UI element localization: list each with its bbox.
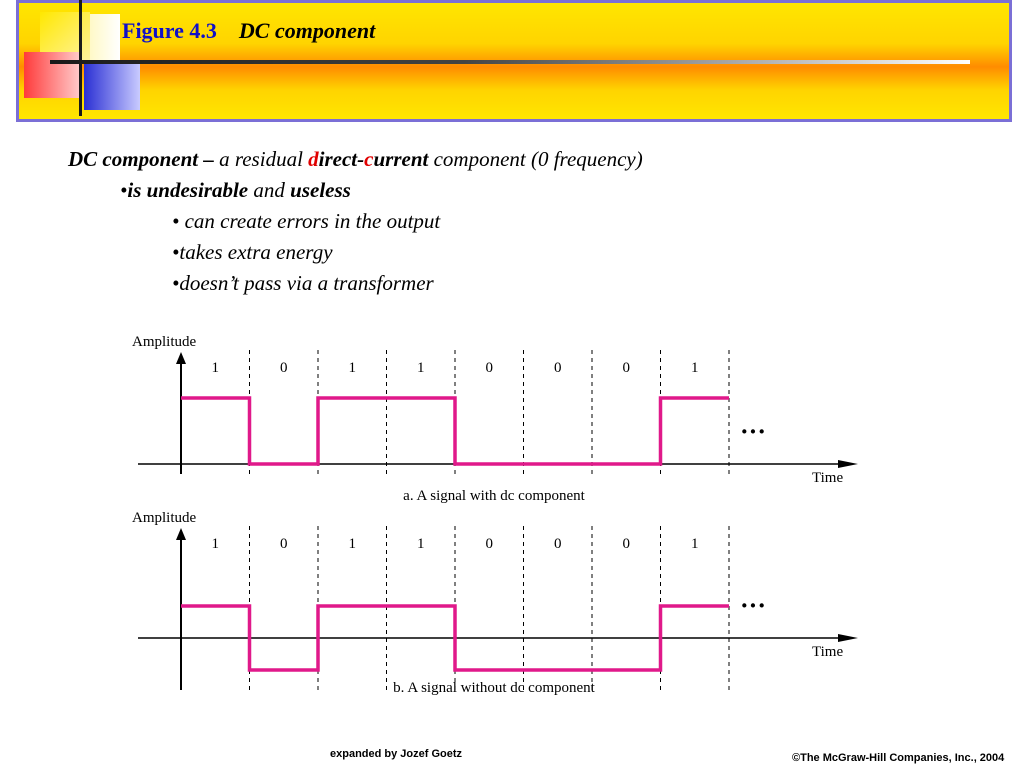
body-text xyxy=(68,144,643,299)
footer-copyright: ©The McGraw-Hill Companies, Inc., 2004 xyxy=(792,752,1005,764)
decor-square-white xyxy=(86,14,120,60)
bit-label: 0 xyxy=(622,536,630,552)
bullet-transformer xyxy=(172,268,643,299)
plot-caption: b. A signal without dc component xyxy=(393,680,595,696)
x-axis-label: Time xyxy=(812,644,844,660)
definition-d: d xyxy=(308,147,319,171)
figure-title: DC component xyxy=(238,18,376,43)
bullet-mark: • xyxy=(172,209,180,233)
definition-line xyxy=(68,144,643,175)
decor-vertical-line xyxy=(79,0,82,116)
footer-author: expanded by Jozef Goetz xyxy=(330,748,463,760)
x-axis-arrow xyxy=(838,634,858,642)
plot-a-with-dc xyxy=(132,334,858,504)
definition-urrent: urrent xyxy=(373,147,429,171)
bit-label: 0 xyxy=(280,536,288,552)
bit-label: 1 xyxy=(691,536,699,552)
bit-label: 1 xyxy=(417,536,425,552)
definition-irect: irect- xyxy=(318,147,365,171)
definition-term: DC component xyxy=(68,147,199,171)
bit-label: 1 xyxy=(211,536,219,552)
signal-diagrams xyxy=(120,322,880,706)
plot-b-without-dc xyxy=(132,510,858,696)
bullet-errors-text: can create errors in the output xyxy=(179,209,441,233)
bullet-transformer-text: doesn’t pass via a transformer xyxy=(179,271,434,295)
continuation-dots: ··· xyxy=(740,591,767,620)
x-axis-arrow xyxy=(838,460,858,468)
bit-label: 1 xyxy=(417,360,425,376)
bit-label: 0 xyxy=(554,360,562,376)
y-axis-label: Amplitude xyxy=(132,510,197,526)
continuation-dots: ··· xyxy=(740,417,767,446)
decor-square-blue xyxy=(84,62,140,110)
bullet-mark: • xyxy=(172,271,180,295)
y-axis-arrow xyxy=(176,352,186,364)
bit-label: 1 xyxy=(691,360,699,376)
definition-part-a: a residual xyxy=(219,147,309,171)
y-axis-arrow xyxy=(176,528,186,540)
x-axis-label: Time xyxy=(812,470,844,486)
slide-title xyxy=(122,18,375,44)
bit-label: 0 xyxy=(485,360,493,376)
definition-dash: – xyxy=(198,147,220,171)
bit-label: 0 xyxy=(554,536,562,552)
bit-label: 1 xyxy=(348,360,356,376)
y-axis-label: Amplitude xyxy=(132,334,197,350)
decor-square-pink xyxy=(24,52,82,98)
plot-caption: a. A signal with dc component xyxy=(403,488,585,504)
definition-c: c xyxy=(364,147,374,171)
bit-label: 1 xyxy=(348,536,356,552)
definition-part-b: component (0 frequency) xyxy=(428,147,643,171)
bullet-errors xyxy=(172,206,643,237)
bit-label: 0 xyxy=(622,360,630,376)
figure-label: Figure 4.3 xyxy=(122,18,217,43)
bullet-mark: • xyxy=(172,240,180,264)
bullet-energy xyxy=(172,237,643,268)
bullet-undesirable-b: and xyxy=(248,178,291,202)
bit-label: 0 xyxy=(485,536,493,552)
bullet-undesirable xyxy=(120,175,643,206)
bullet-energy-text: takes extra energy xyxy=(179,240,333,264)
slide-header xyxy=(16,0,1012,122)
bullet-undesirable-a: is undesirable xyxy=(127,178,249,202)
bit-label: 0 xyxy=(280,360,288,376)
bit-label: 1 xyxy=(211,360,219,376)
bullet-undesirable-c: useless xyxy=(290,178,351,202)
signal-waveform xyxy=(181,398,729,464)
bullet-mark: • xyxy=(120,178,128,202)
decor-horizontal-line xyxy=(50,60,970,64)
